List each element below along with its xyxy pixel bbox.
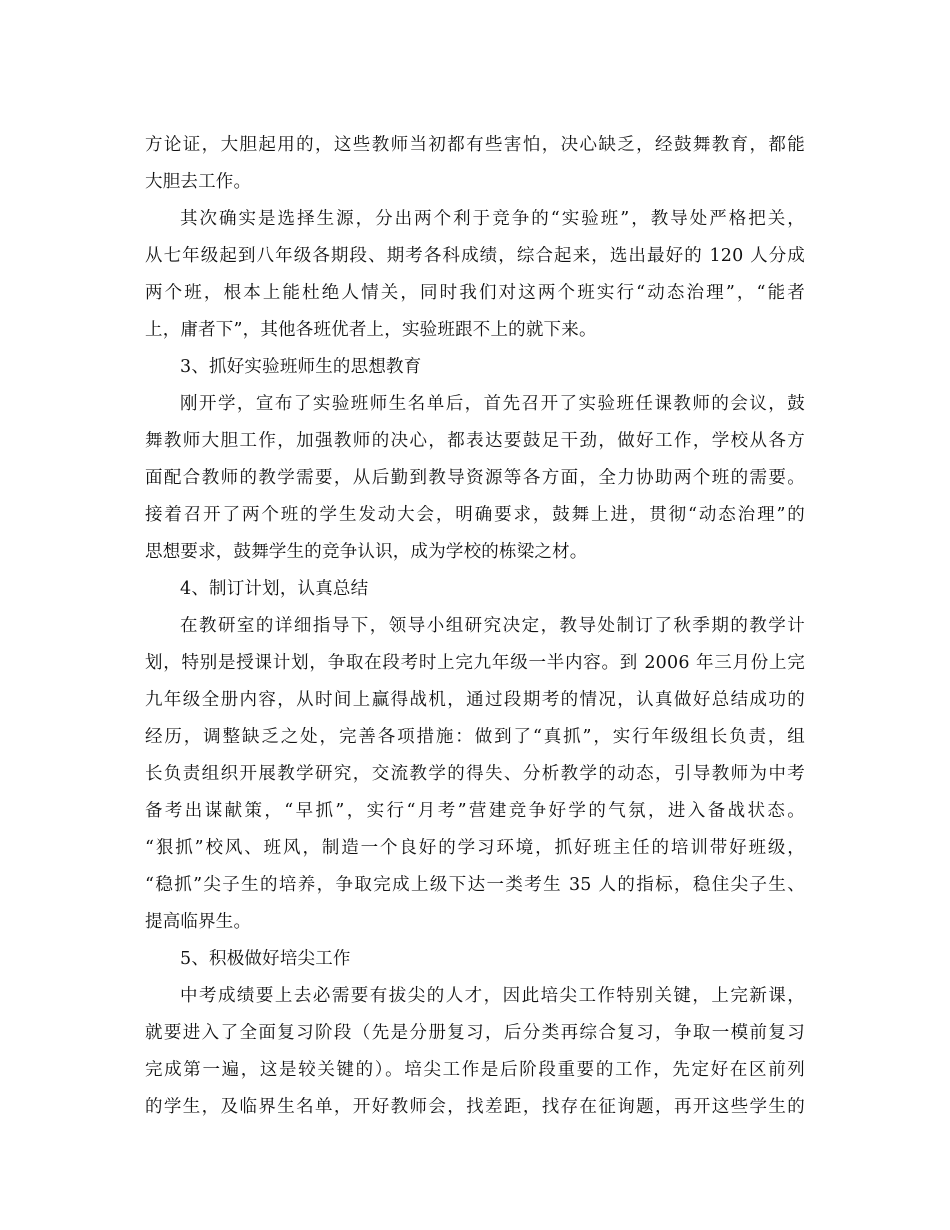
text-line: 接着召开了两个班的学生发动大会，明确要求，鼓舞上进，贯彻“动态治理”的 — [145, 505, 805, 525]
text-line: 面配合教师的教学需要，从后勤到教导资源等各方面，全力协助两个班的需要。 — [145, 468, 805, 488]
text-line: “稳抓”尖子生的培养，争取完成上级下达一类考生 35 人的指标，稳住尖子生、 — [145, 875, 805, 895]
text-line: 九年级全册内容，从时间上赢得战机，通过段期考的情况，认真做好总结成功的 — [145, 690, 805, 710]
text-line: 经历，调整缺乏之处，完善各项措施：做到了“真抓”，实行年级组长负责，组 — [145, 727, 805, 747]
text-line: 舞教师大胆工作，加强教师的决心，都表达要鼓足干劲，做好工作，学校从各方 — [145, 431, 805, 451]
section-heading: 4、制订计划，认真总结 — [180, 579, 369, 599]
text-line: 大胆去工作。 — [145, 172, 252, 192]
text-line: 思想要求，鼓舞学生的竞争认识，成为学校的栋梁之材。 — [145, 542, 588, 562]
text-line: 刚开学，宣布了实验班师生名单后，首先召开了实验班任课教师的会议，鼓 — [180, 394, 805, 414]
document-body — [145, 127, 805, 1126]
text-line: 提高临界生。 — [145, 912, 252, 932]
text-line: 两个班，根本上能杜绝人情关，同时我们对这两个班实行“动态治理”，“能者 — [145, 283, 805, 303]
text-line: 完成第一遍，这是较关键的）。培尖工作是后阶段重要的工作，先定好在区前列 — [145, 1060, 805, 1080]
text-line: 从七年级起到八年级各期段、期考各科成绩，综合起来，选出最好的 120 人分成 — [145, 246, 805, 266]
text-line: 中考成绩要上去必需要有拔尖的人才，因此培尖工作特别关键，上完新课， — [180, 986, 805, 1006]
section-heading: 3、抓好实验班师生的思想教育 — [180, 357, 422, 377]
text-line: 备考出谋献策，“早抓”，实行“月考”营建竞争好学的气氛，进入备战状态。 — [145, 801, 805, 821]
text-line: 在教研室的详细指导下，领导小组研究决定，教导处制订了秋季期的教学计 — [180, 616, 805, 636]
text-line: 划，特别是授课计划，争取在段考时上完九年级一半内容。到 2006 年三月份上完 — [145, 653, 805, 673]
text-line: 就要进入了全面复习阶段（先是分册复习，后分类再综合复习，争取一模前复习 — [145, 1023, 805, 1043]
text-line: 方论证，大胆起用的，这些教师当初都有些害怕，决心缺乏，经鼓舞教育，都能 — [145, 135, 805, 155]
text-line: 其次确实是选择生源，分出两个利于竞争的“实验班”，教导处严格把关， — [180, 209, 805, 229]
section-heading: 5、积极做好培尖工作 — [180, 949, 351, 969]
text-line: “狠抓”校风、班风，制造一个良好的学习环境，抓好班主任的培训带好班级， — [145, 838, 805, 858]
text-line: 长负责组织开展教学研究，交流教学的得失、分析教学的动态，引导教师为中考 — [145, 764, 805, 784]
text-line: 上，庸者下”，其他各班优者上，实验班跟不上的就下来。 — [145, 320, 597, 340]
text-line: 的学生，及临界生名单，开好教师会，找差距，找存在征询题，再开这些学生的 — [145, 1097, 805, 1117]
